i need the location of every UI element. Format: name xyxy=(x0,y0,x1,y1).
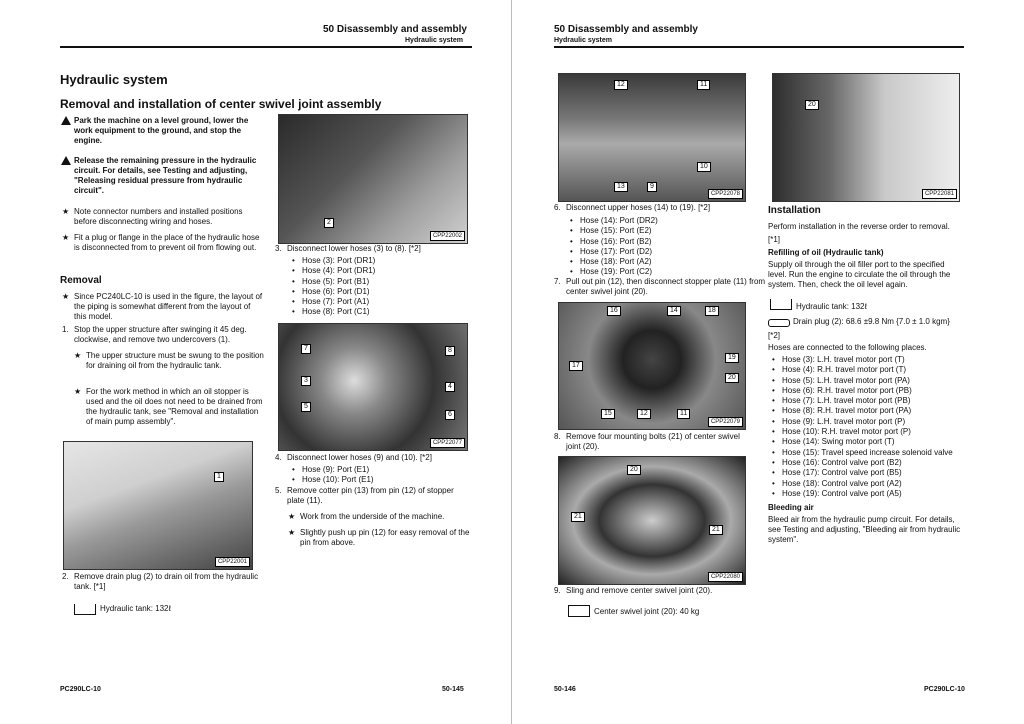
list-item: • Hose (8): R.H. travel motor port (PA) xyxy=(770,406,970,416)
step-7: 7. Pull out pin (12), then disconnect stopper plate (11) from center swivel joint (20). xyxy=(554,277,766,296)
photo-drain-plug: 2 CPP22002 xyxy=(278,114,468,244)
list-item: • Hose (7): Port (A1) xyxy=(290,297,460,307)
step-1: 1. Stop the upper structure after swinging it 45 deg. clockwise, and remove two undercovers (1). xyxy=(62,325,247,344)
list-item: • Hose (6): R.H. travel motor port (PB) xyxy=(770,386,970,396)
list-item: • Hose (9): Port (E1) xyxy=(290,465,460,475)
bleed-text: Bleed air from the hydraulic pump circuit. For details, see Testing and adjusting, "Bleeding air from hydraulic system". xyxy=(768,515,961,544)
list-item: • Hose (4): Port (DR1) xyxy=(290,266,460,276)
ref-1: [*1] xyxy=(768,235,781,244)
wrench-icon xyxy=(768,319,790,327)
installation-text: Perform installation in the reverse order to removal. xyxy=(768,222,950,231)
footer-page: 50-146 xyxy=(554,686,576,693)
header-subtitle: Hydraulic system xyxy=(554,37,612,44)
right-page xyxy=(512,0,1024,724)
photo-mounting-bolts: 20 21 21 CPP22080 xyxy=(558,456,746,585)
step-3-list xyxy=(290,256,460,318)
list-item: • Hose (16): Port (B2) xyxy=(568,237,738,247)
list-item: • Hose (19): Port (C2) xyxy=(568,267,738,277)
swivel-joint-weight: Center swivel joint (20): 40 kg xyxy=(594,607,700,616)
list-item: • Hose (5): L.H. travel motor port (PA) xyxy=(770,376,970,386)
footer-model: PC290LC-10 xyxy=(60,686,101,693)
list-item: • Hose (10): Port (E1) xyxy=(290,475,460,485)
step-6: 6. Disconnect upper hoses (14) to (19). [*2] xyxy=(554,203,711,212)
header-title: 50 Disassembly and assembly xyxy=(323,24,467,35)
list-item: • Hose (18): Port (A2) xyxy=(568,257,738,267)
footer-page: 50-145 xyxy=(442,686,464,693)
drain-plug-torque: Drain plug (2): 68.6 ±9.8 Nm {7.0 ± 1.0 kgm} xyxy=(793,317,950,326)
list-item: • Hose (6): Port (D1) xyxy=(290,287,460,297)
step-6-list xyxy=(568,216,738,278)
list-item: • Hose (7): L.H. travel motor port (PB) xyxy=(770,396,970,406)
list-item: • Hose (9): L.H. travel motor port (P) xyxy=(770,417,970,427)
header-rule xyxy=(60,46,472,48)
list-item: • Hose (15): Travel speed increase solenoid valve xyxy=(770,448,970,458)
installation-heading: Installation xyxy=(768,205,821,216)
step-2: 2. Remove drain plug (2) to drain oil from the hydraulic tank. [*1] xyxy=(62,572,259,591)
refill-heading: Refilling of oil (Hydraulic tank) xyxy=(768,248,884,257)
note-1: ★ Note connector numbers and installed positions before disconnecting wiring and hoses. xyxy=(74,207,264,227)
list-item: • Hose (18): Control valve port (A2) xyxy=(770,479,970,489)
refill-text: Supply oil through the oil filler port to the specified level. Run the engine to circulate the oil through the system. Then, check the oil level again. xyxy=(768,260,951,289)
list-item: • Hose (14): Port (DR2) xyxy=(568,216,738,226)
step-5-note-2: ★ Slightly push up pin (12) for easy removal of the pin from above. xyxy=(300,528,470,548)
list-item: • Hose (15): Port (E2) xyxy=(568,226,738,236)
subsection-title: Removal and installation of center swivel joint assembly xyxy=(60,97,382,111)
ref-2: [*2] xyxy=(768,331,781,340)
weight-icon xyxy=(568,605,590,617)
hose-connection-list xyxy=(770,355,970,499)
section-title: Hydraulic system xyxy=(60,72,168,87)
list-item: • Hose (5): Port (B1) xyxy=(290,277,460,287)
photo-lower-hoses: 7 3 5 8 4 6 CPP22077 xyxy=(278,323,468,451)
warning-1: Park the machine on a level ground, lower the work equipment to the ground, and stop the engine. xyxy=(74,116,264,146)
list-item: • Hose (8): Port (C1) xyxy=(290,307,460,317)
note-2: ★ Fit a plug or flange in the place of the hydraulic hose is disconnected from to prevent oil from flowing out. xyxy=(74,233,264,253)
step-1-note-2: ★ For the work method in which an oil stopper is used and the oil does not need to be drained from the hydraulic tank, see "Removal and installation of main pump assembly". xyxy=(86,387,266,427)
photo-stopper-plate: 16 14 18 17 19 20 15 12 11 CPP22079 xyxy=(558,302,746,430)
list-item: • Hose (19): Control valve port (A5) xyxy=(770,489,970,499)
hydraulic-tank-icon xyxy=(74,604,96,615)
header-title: 50 Disassembly and assembly xyxy=(554,24,698,35)
step-4: 4. Disconnect lower hoses (9) and (10). [*2] xyxy=(275,453,432,462)
bleed-heading: Bleeding air xyxy=(768,503,814,512)
header-rule xyxy=(554,46,964,48)
step-3: 3. Disconnect lower hoses (3) to (8). [*2] xyxy=(275,244,421,253)
step-5-note-1: ★ Work from the underside of the machine. xyxy=(300,512,470,522)
hydraulic-tank-icon xyxy=(770,299,792,310)
list-item: • Hose (4): R.H. travel motor port (T) xyxy=(770,365,970,375)
header-subtitle: Hydraulic system xyxy=(405,37,463,44)
list-item: • Hose (14): Swing motor port (T) xyxy=(770,437,970,447)
photo-undercover: 1 CPP22001 xyxy=(63,441,253,570)
photo-upper-hoses: 12 11 10 13 9 CPP22078 xyxy=(558,73,746,202)
step-5: 5. Remove cotter pin (13) from pin (12) of stopper plate (11). xyxy=(275,486,454,505)
list-item: • Hose (16): Control valve port (B2) xyxy=(770,458,970,468)
step-9: 9. Sling and remove center swivel joint (20). xyxy=(554,586,713,595)
list-item: • Hose (10): R.H. travel motor port (P) xyxy=(770,427,970,437)
photo-swivel-joint-top: 20 CPP22081 xyxy=(772,73,960,202)
removal-note: ★ Since PC240LC-10 is used in the figure, the layout of the piping is somewhat different from the layout of this model. xyxy=(74,292,264,322)
removal-heading: Removal xyxy=(60,275,102,286)
hoses-intro: Hoses are connected to the following places. xyxy=(768,343,927,352)
tank-capacity: Hydraulic tank: 132ℓ xyxy=(796,302,868,311)
footer-model: PC290LC-10 xyxy=(924,686,965,693)
list-item: • Hose (3): Port (DR1) xyxy=(290,256,460,266)
step-4-list xyxy=(290,465,460,486)
step-8: 8. Remove four mounting bolts (21) of center swivel joint (20). xyxy=(554,432,740,451)
list-item: • Hose (3): L.H. travel motor port (T) xyxy=(770,355,970,365)
warning-2: Release the remaining pressure in the hydraulic circuit. For details, see Testing and adjusting, "Releasing residual pressure from hydraulic circuit". xyxy=(74,156,264,196)
list-item: • Hose (17): Control valve port (B5) xyxy=(770,468,970,478)
list-item: • Hose (17): Port (D2) xyxy=(568,247,738,257)
tank-capacity: Hydraulic tank: 132ℓ xyxy=(100,604,172,613)
step-1-note-1: ★ The upper structure must be swung to the position for draining oil from the hydraulic tank. xyxy=(86,351,266,371)
